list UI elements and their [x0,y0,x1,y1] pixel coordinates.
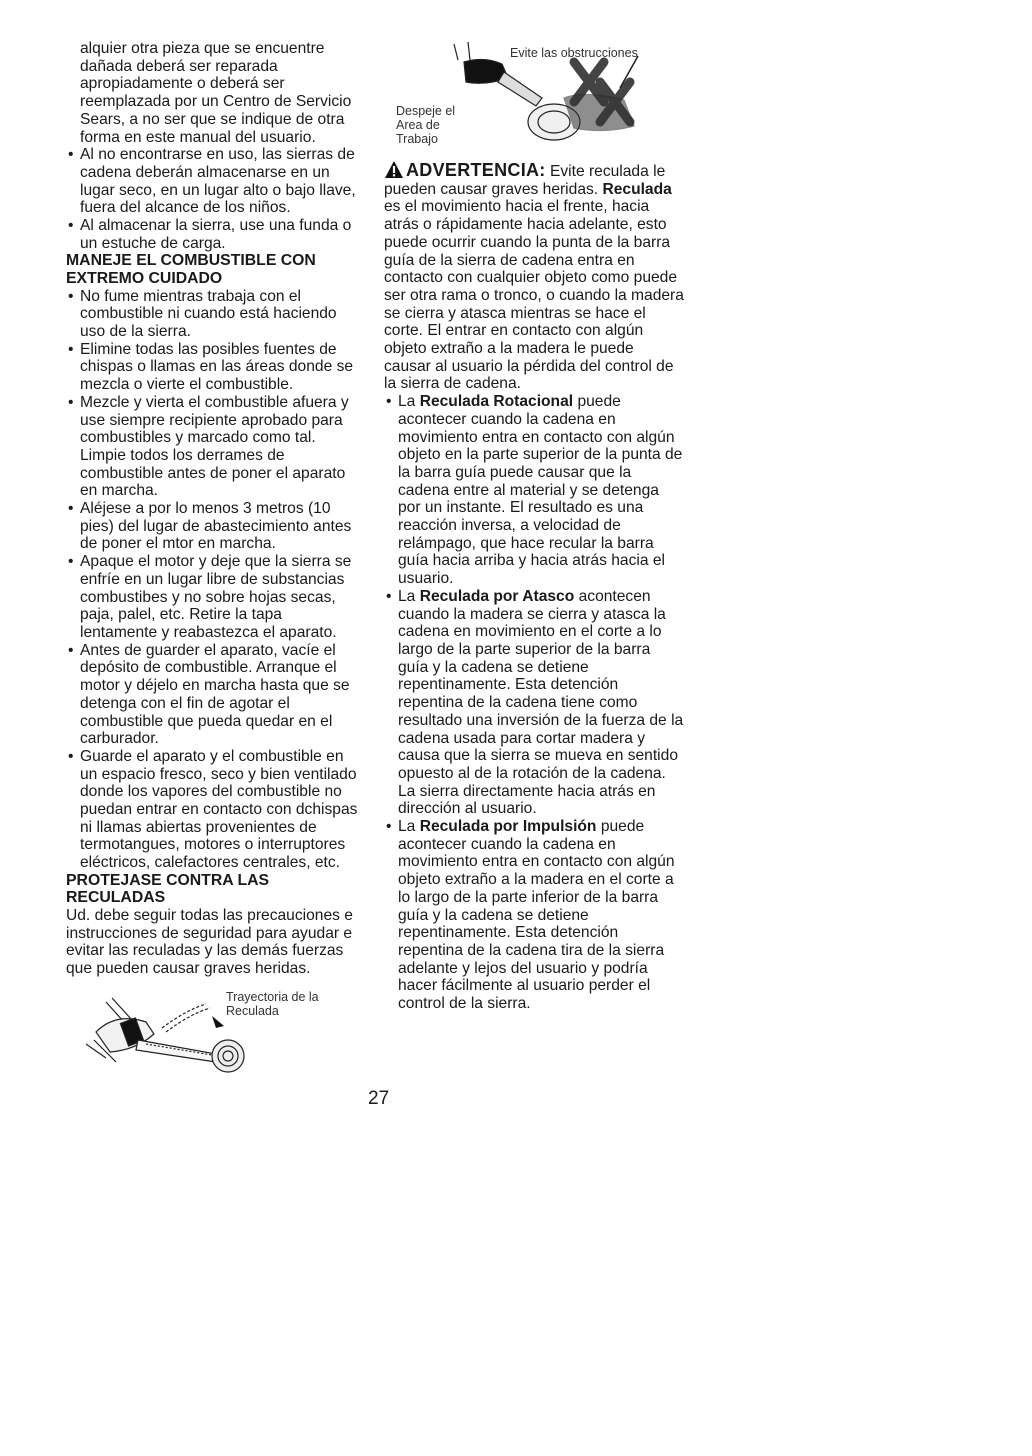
page-number: 27 [368,1088,390,1109]
continuation-paragraph: alquier otra pieza que se encuentre dañada deberá ser reparada apropiadamente o deberá ser reemplazada por un Centro de Servicio Sears, a no ser que se indique de otra forma en este manual del usuario. [80,40,352,146]
list-item: • Apaque el motor y deje que la sierra se enfríe en un lugar libre de substancias combustibes y no sobre hojas secas, paja, palel, etc. Retire la tapa lentamente y reabastezca el aparato. [66,553,361,642]
kickback-type-text: acontecen cuando la madera se cierra y atasca la cadena en movimiento en el corte a lo largo de la parte superior de la barra guía y la cadena se detiene repentinamente. Esta detención repentina de la cadena tiene como resultado una inversión de la fuerza de la cadena usada para cortar madera y causa que la sierra se mueva en sentido opuesto al de la rotación de la cadena. La sierra directamente hacia atrás en dirección al usuario. [398,587,684,818]
warning-term: Reculada [602,180,672,198]
kickback-path-label: Trayectoria de la Reculada [226,989,319,1018]
right-column [384,40,684,1013]
avoid-obstructions-label: Evite las obstrucciones [510,46,638,60]
list-item [384,818,684,1013]
kickback-type-term: Reculada por Atasco [419,587,575,605]
list-item: • Al no encontrarse en uso, las sierras de cadena deberán almacenarse en un lugar seco, en un lugar alto o bajo llave, fuera del alcance de los niños. [66,146,361,217]
kickback-heading: PROTEJASE CONTRA LAS RECULADAS [66,871,270,907]
left-column [66,40,361,1074]
warning-paragraph [384,160,684,393]
kickback-type-term: Reculada Rotacional [419,393,574,411]
warning-lead: Evite reculada le pueden causar graves heridas. [384,163,666,198]
fuel-bullet-list [66,288,361,872]
clear-work-area-figure [384,42,684,152]
list-item: • Guarde el aparato y el combustible en un espacio fresco, seco y bien ventilado donde los vapores del combustible no puedan entrar en contacto con dchispas ni llamas abiertas provenientes de termotangues, motores o interruptores eléctricos, calefactores centrales, etc. [66,748,361,872]
clear-work-area-label: Despeje el Area de Trabajo [396,104,456,146]
warning-title: ADVERTENCIA: [406,160,546,180]
list-item: • Antes de guarder el aparato, vacíe el depósito de combustible. Arranque el motor y déjelo en marcha hasta que se detenga con el fin de agotar el combustible que pueda quedar en el carburador. [66,642,361,748]
storage-bullet-list [66,146,361,252]
list-item [384,588,684,818]
warning-triangle-icon [384,160,404,179]
list-item: • Elimine todas las posibles fuentes de chispas o llamas en las áreas donde se mezcla o vierte el combustible. [66,341,361,394]
kickback-types-list [384,393,684,1013]
kickback-type-prefix: La [398,818,416,836]
fuel-heading: MANEJE EL COMBUSTIBLE CON EXTREMO CUIDADO [66,252,316,288]
kickback-type-term: Reculada por Impulsión [419,818,597,836]
kickback-intro: Ud. debe seguir todas las precauciones e instrucciones de seguridad para ayudar e evitar las reculadas y las demás fuerzas que pueden causar graves heridas. [66,907,353,978]
list-item: • Aléjese a por lo menos 3 metros (10 pies) del lugar de abastecimiento antes de poner el mtor en marcha. [66,500,361,553]
warning-body: es el movimiento hacia el frente, hacia atrás o rápidamente hacia adelante, esto puede ocurrir cuando la punta de la barra guía de la sierra de cadena entra en contacto con cualquier objeto como puede ser otra rama o tronco, o cuando la madera se cierra y atasca mientras se hace el corte. El entrar en contacto con algún objeto extraño a la madera le puede causar al usuario la pérdida del control de la sierra de cadena. [384,198,684,393]
kickback-path-figure [66,989,361,1074]
kickback-type-prefix: La [398,393,416,411]
list-item [384,393,684,588]
list-item: • No fume mientras trabaja con el combustible ni cuando está haciendo uso de la sierra. [66,288,361,341]
list-item: • Al almacenar la sierra, use una funda o un estuche de carga. [66,217,361,252]
kickback-type-text: puede acontecer cuando la cadena en movimiento entra en contacto con algún objeto extraño a la madera en el corte a lo largo de la parte inferior de la barra guía y la cadena se detiene repentinamente. Esta detención repentina de la cadena tira de la sierra adelante y lejos del usuario y podría hacer fácilmente al usuario perder el control de la sierra. [398,818,675,1013]
list-item: • Mezcle y vierta el combustible afuera y use siempre recipiente aprobado para combustibles y marcado como tal. Limpie todos los derrames de combustible antes de poner el aparato en marcha. [66,394,361,500]
kickback-type-prefix: La [398,587,416,605]
kickback-type-text: puede acontecer cuando la cadena en movimiento entra en contacto con algún objeto en la parte superior de la punta de la barra guía puede causar que la cadena entre al material y se detenga por un instante. El resultado es una reacción inversa, a velocidad de relámpago, que hace recular la barra guía hacia arriba y hacia atrás hacia el usuario. [398,393,683,588]
